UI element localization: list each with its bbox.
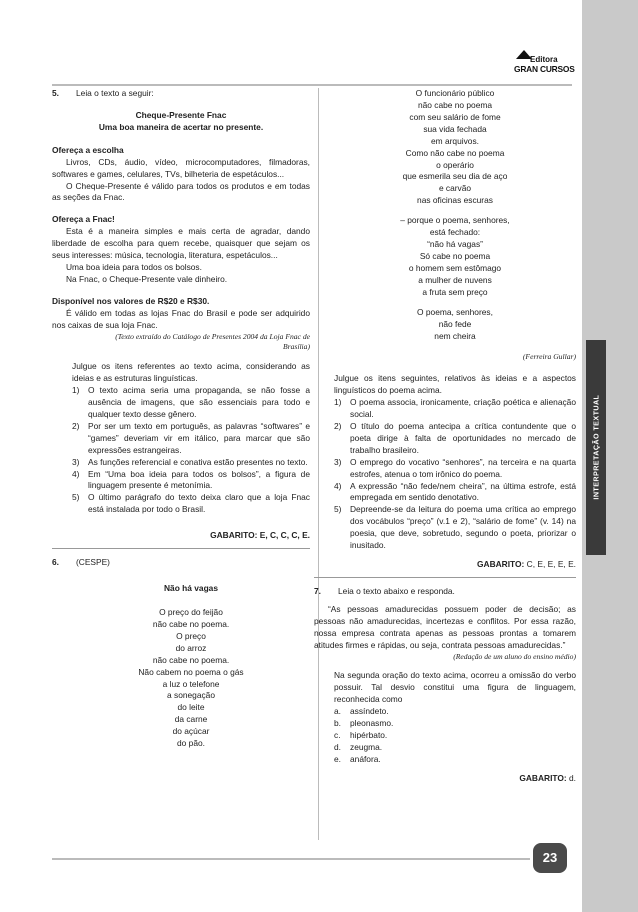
source-citation: (Redação de um aluno do ensino médio) bbox=[453, 651, 576, 661]
section-heading: Ofereça a escolha bbox=[52, 144, 124, 155]
poem-line: a sonegação bbox=[167, 690, 215, 701]
list-item: 5) Depreende-se da leitura do poema uma crítica ao emprego dos vocábulos “preço” (v.1 e 2), “salário de fome” (v. 14) na poesia, que deve, sobretudo, segundo o poeta, priorizar o inusitado. bbox=[334, 504, 576, 551]
poem-line: O preço do feijão bbox=[159, 606, 223, 617]
poem-line: não cabe no poema. bbox=[152, 654, 230, 665]
bottom-rule bbox=[52, 858, 530, 860]
poem-line: está fechado: bbox=[429, 227, 481, 238]
poem-line: que esmerila seu dia de aço bbox=[402, 171, 508, 182]
list-item: 3) O emprego do vocativo “senhores”, na terceira e na quarta estrofes, atenua o tom irônico do poema. bbox=[334, 456, 576, 479]
section-tab-label: INTERPRETAÇÃO TEXTUAL bbox=[590, 395, 600, 500]
source-citation: (Texto extraído do Catálogo de Presentes 2004 da Loja Fnac de Brasília) bbox=[115, 331, 310, 352]
paragraph: O Cheque-Presente é válido para todos os produtos e em todas as seções da Fnac. bbox=[52, 180, 310, 203]
judgement-items bbox=[52, 385, 310, 516]
question-7-header bbox=[314, 586, 576, 598]
judgement-items bbox=[314, 397, 576, 552]
poem-line: Só cabe no poema bbox=[419, 250, 491, 261]
poem-line: com seu salário de fome bbox=[409, 111, 501, 122]
poem-line: “não há vagas” bbox=[427, 239, 483, 250]
poem-author: (Ferreira Gullar) bbox=[522, 352, 576, 362]
list-item: d. zeugma. bbox=[334, 741, 383, 752]
poem-line: nem cheira bbox=[434, 330, 476, 341]
poem-line: não cabe no poema bbox=[417, 99, 493, 110]
poem-title: Não há vagas bbox=[164, 583, 218, 594]
list-item: 2) Por ser um texto em português, as palavras “softwares” e “games” deveriam vir em itálico, para marcar que são expressões estrangeiras. bbox=[72, 420, 310, 455]
list-item: 5) O último parágrafo do texto deixa claro que a loja Fnac está instalada por todo o Brasil. bbox=[72, 492, 310, 515]
list-item: 2) O título do poema antecipa a crítica contundente que o poeta dirige à falta de oportunidades no mercado de trabalho brasileiro. bbox=[334, 420, 576, 455]
left-column bbox=[52, 88, 310, 750]
poem-line: o operário bbox=[436, 159, 474, 170]
paragraph: Esta é a maneira simples e mais certa de agradar, dando liberdade de escolha para quem recebe, quaisquer que sejam os seus interesses: música, tecnologia, literatura, espetáculos... bbox=[52, 226, 310, 261]
answer-key-value: E, C, C, C, E. bbox=[259, 530, 310, 541]
answer-key-value: C, E, E, E, E. bbox=[526, 559, 576, 570]
paragraph: Livros, CDs, áudio, vídeo, microcomputadores, filmadoras, softwares e games, celulares, TVs, bilheteria de espetáculos... bbox=[52, 156, 310, 179]
question-number: 6. bbox=[52, 557, 59, 568]
question-intro: Leia o texto abaixo e responda. bbox=[338, 585, 455, 596]
poem-line: O funcionário público bbox=[415, 88, 495, 98]
list-item: 1) O texto acima seria uma propaganda, se não fosse a ausência de imagens, que são essenciais para todo e qualquer texto desse gênero. bbox=[72, 385, 310, 419]
poem-line: O poema, senhores, bbox=[417, 306, 493, 317]
poem-line: o homem sem estômago bbox=[408, 262, 502, 273]
separator-rule bbox=[314, 577, 576, 578]
list-item: 4) Em “Uma boa ideia para todos os bolsos”, a figura de linguagem presente é metonímia. bbox=[72, 468, 310, 491]
list-item: 1) O poema associa, ironicamente, criação poética e alienação social. bbox=[334, 397, 576, 419]
question-intro: Leia o texto a seguir: bbox=[76, 88, 154, 98]
question-number: 7. bbox=[314, 585, 321, 596]
text-subtitle: Uma boa maneira de acertar no presente. bbox=[98, 121, 264, 132]
poem-line: não fede bbox=[438, 318, 472, 329]
poem-line: em arquivos. bbox=[431, 135, 479, 146]
page-number-badge bbox=[533, 843, 567, 873]
list-item: 4) A expressão “não fede/nem cheira”, na última estrofe, está empregada em sentido denotativo. bbox=[334, 480, 576, 503]
poem-line: a mulher de nuvens bbox=[418, 274, 492, 285]
poem-line: não cabe no poema. bbox=[152, 618, 230, 629]
poem-right bbox=[314, 88, 576, 342]
publisher-logo bbox=[508, 48, 582, 76]
list-item: e. anáfora. bbox=[334, 753, 381, 764]
list-item: 3) As funções referencial e conativa estão presentes no texto. bbox=[72, 456, 308, 467]
paragraph: Na Fnac, o Cheque-Presente vale dinheiro. bbox=[66, 273, 228, 284]
question-6-header bbox=[52, 557, 310, 569]
page-number: 23 bbox=[542, 849, 558, 865]
poem-line: – porque o poema, senhores, bbox=[400, 215, 510, 226]
list-item: c. hipérbato. bbox=[334, 729, 388, 740]
question-5-header bbox=[52, 88, 310, 100]
answer-key bbox=[314, 559, 576, 571]
list-item: a. assíndeto. bbox=[334, 706, 389, 717]
paragraph: Uma boa ideia para todos os bolsos. bbox=[66, 262, 202, 273]
section-heading: Ofereça a Fnac! bbox=[52, 214, 115, 225]
poem-line: do arroz bbox=[175, 642, 207, 653]
poem-line: da carne bbox=[174, 714, 208, 725]
answer-key-label: GABARITO: bbox=[210, 530, 258, 541]
poem-line: nas oficinas escuras bbox=[417, 195, 493, 206]
poem-line: sua vida fechada bbox=[423, 123, 487, 134]
poem-line: e carvão bbox=[438, 183, 472, 194]
right-column bbox=[314, 88, 576, 785]
answer-options bbox=[314, 706, 576, 766]
question-prompt: Julgue os itens referentes ao texto acima, considerando as ideias e as estruturas linguísticas. bbox=[72, 361, 310, 384]
poem-left bbox=[52, 583, 310, 750]
quoted-text: “As pessoas amadurecidas possuem poder de decisão; as pessoas não amadurecidas, incertezas e conflitos. Por essa razão, nossa empresa contrata apenas as pessoas prontas a tomarem atitudes firmes e rápidas, ou seja, contrata pessoas amadurecidas.” bbox=[314, 603, 576, 650]
logo-name-text: GRAN CURSOS bbox=[514, 64, 575, 74]
poem-line: do pão. bbox=[177, 738, 205, 749]
poem-line: a fruta sem preço bbox=[422, 286, 488, 297]
answer-key-label: GABARITO: bbox=[519, 772, 567, 783]
paragraph: É válido em todas as lojas Fnac do Brasil e pode ser adquirido nos caixas de sua loja Fnac. bbox=[52, 307, 310, 330]
poem-line: do leite bbox=[177, 702, 205, 713]
answer-key-label: GABARITO: bbox=[477, 559, 525, 570]
section-heading: Disponível nos valores de R$20 e R$30. bbox=[52, 295, 210, 306]
poem-line: Como não cabe no poema bbox=[405, 147, 505, 158]
poem-line: do açúcar bbox=[172, 726, 210, 737]
poem-line: a luz o telefone bbox=[162, 678, 220, 689]
top-rule bbox=[52, 84, 572, 86]
separator-rule bbox=[52, 548, 310, 549]
question-prompt: Julgue os itens seguintes, relativos às ideias e a aspectos linguísticos do poema acima. bbox=[334, 373, 576, 396]
logo-editora-text: Editora bbox=[530, 55, 558, 64]
question-number: 5. bbox=[52, 88, 59, 98]
question-intro: (CESPE) bbox=[76, 557, 110, 568]
answer-key bbox=[314, 773, 576, 785]
answer-key bbox=[52, 530, 310, 542]
answer-key-value: d. bbox=[569, 772, 576, 783]
poem-line: Não cabem no poema o gás bbox=[138, 666, 244, 677]
text-title: Cheque-Presente Fnac bbox=[135, 109, 227, 120]
question-prompt: Na segunda oração do texto acima, ocorreu a omissão do verbo possuir. Tal desvio constitui uma figura de linguagem, reconhecida como bbox=[334, 670, 576, 705]
list-item: b. pleonasmo. bbox=[334, 718, 394, 729]
poem-line: O preço bbox=[176, 630, 206, 641]
